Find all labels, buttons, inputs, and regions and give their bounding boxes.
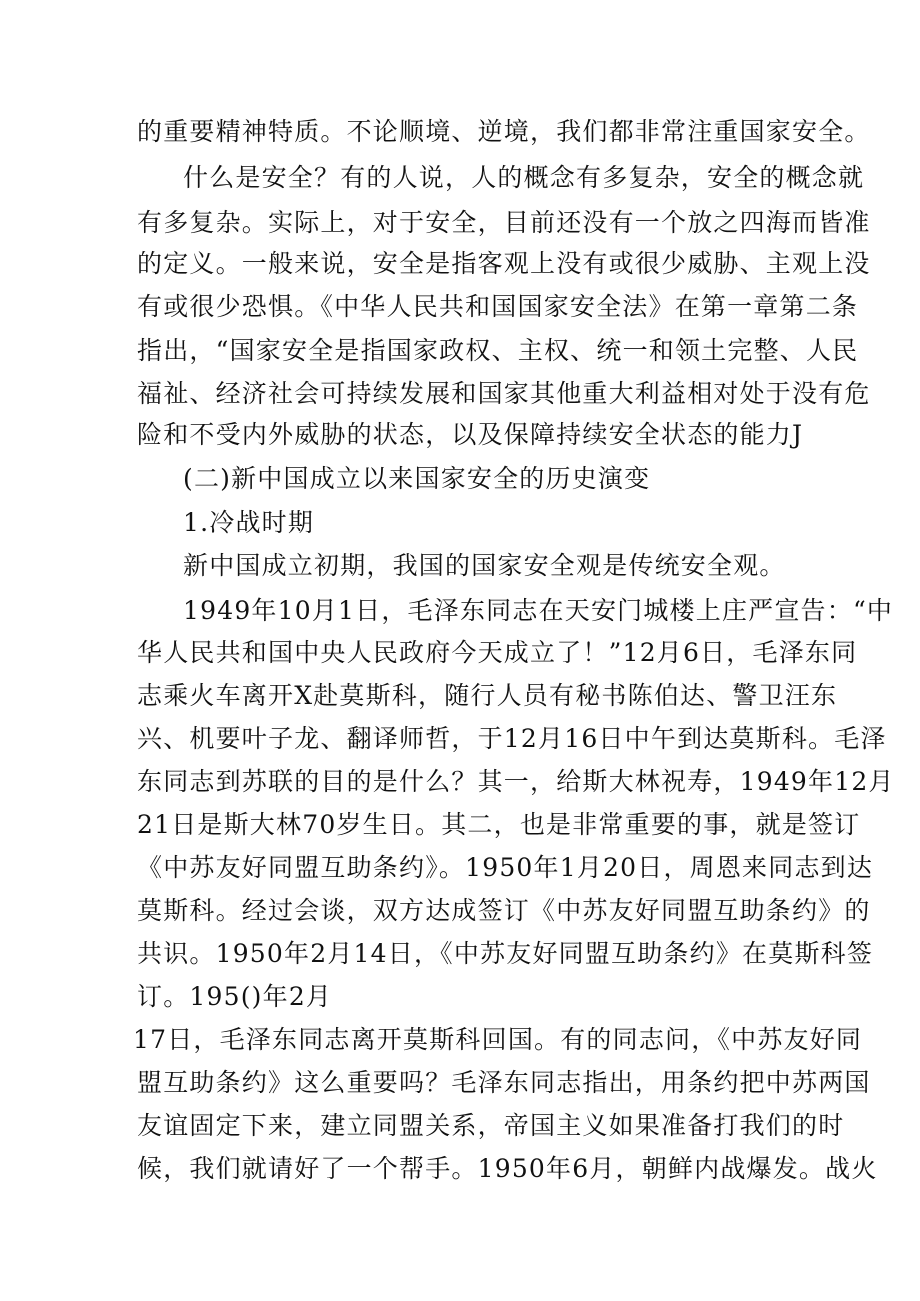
text-line: 《中苏友好同盟互助条约》。1950年1月20日，周恩来同志到达 xyxy=(137,853,874,882)
text-line: 有多复杂。实际上，对于安全，目前还没有一个放之四海而皆准 xyxy=(137,208,871,237)
text-line: 福祉、经济社会可持续发展和国家其他重大利益相对处于没有危 xyxy=(137,379,871,408)
text-line: 莫斯科。经过会谈，双方达成签订《中苏友好同盟互助条约》的 xyxy=(137,896,871,925)
text-line: 17日，毛泽东同志离开莫斯科回国。有的同志问，《中苏友好同 xyxy=(133,1025,863,1054)
text-line: 险和不受内外威胁的状态，以及保障持续安全状态的能力J xyxy=(137,420,804,449)
text-line: 志乘火车离开X赴莫斯科，随行人员有秘书陈伯达、警卫汪东 xyxy=(137,681,838,710)
text-line: 华人民共和国中央人民政府今天成立了！”12月6日，毛泽东同 xyxy=(137,638,858,667)
text-line: 1949年10月1日，毛泽东同志在天安门城楼上庄严宣告：“中 xyxy=(183,596,894,625)
text-line: 盟互助条约》这么重要吗？毛泽东同志指出，用条约把中苏两国 xyxy=(137,1068,871,1097)
text-line: 的重要精神特质。不论顺境、逆境，我们都非常注重国家安全。 xyxy=(137,117,871,146)
section-heading: (二)新中国成立以来国家安全的历史演变 xyxy=(183,464,651,493)
text-line: 共识。1950年2月14日，《中苏友好同盟互助条约》在莫斯科签 xyxy=(137,939,874,968)
text-line: 有或很少恐惧。《中华人民共和国国家安全法》在第一章第二条 xyxy=(137,292,859,321)
text-line: 21日是斯大林70岁生日。其二，也是非常重要的事，就是签订 xyxy=(137,810,861,839)
text-line: 的定义。一般来说，安全是指客观上没有或很少威胁、主观上没 xyxy=(137,249,871,278)
text-line: 什么是安全？有的人说，人的概念有多复杂，安全的概念就 xyxy=(183,163,865,192)
text-line: 兴、机要叶子龙、翻译师哲，于12月16日中午到达莫斯科。毛泽 xyxy=(137,724,887,753)
text-line: 友谊固定下来，建立同盟关系，帝国主义如果准备打我们的时 xyxy=(137,1111,845,1140)
subsection-heading: 1.冷战时期 xyxy=(183,508,315,537)
text-line: 订。195()年2月 xyxy=(137,982,333,1011)
text-line: 新中国成立初期，我国的国家安全观是传统安全观。 xyxy=(183,551,786,580)
text-line: 候，我们就请好了一个帮手。1950年6月，朝鲜内战爆发。战火 xyxy=(137,1154,878,1183)
text-line: 东同志到苏联的目的是什么？其一，给斯大林祝寿，1949年12月 xyxy=(137,767,895,796)
text-line: 指出，“国家安全是指国家政权、主权、统一和领土完整、人民 xyxy=(137,336,859,365)
